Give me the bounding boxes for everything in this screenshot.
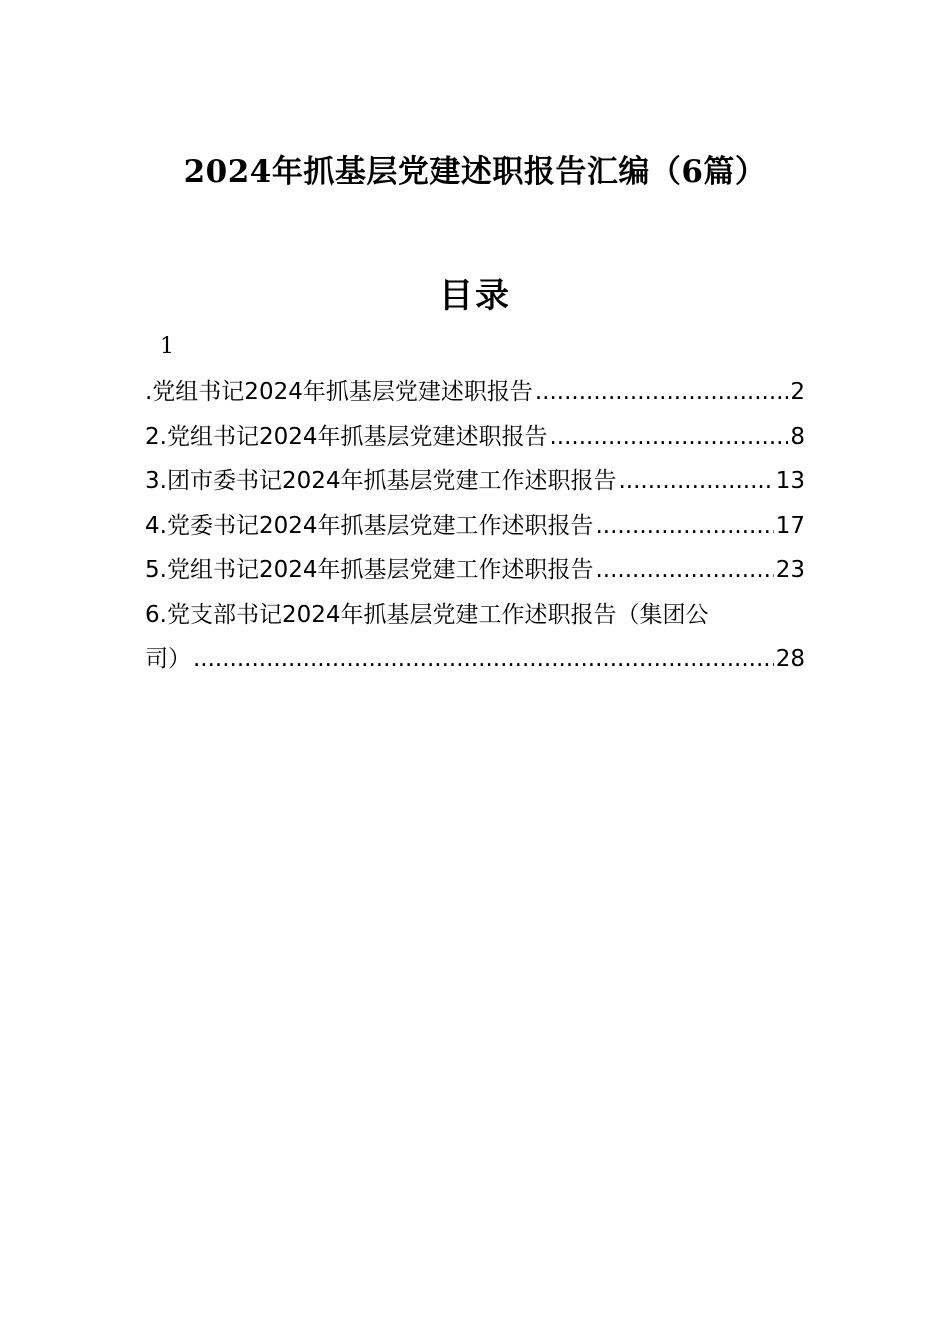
toc-leader-dots [193,637,774,682]
toc-leader-dots [595,548,773,593]
toc-entry-title: .党组书记2024年抓基层党建述职报告 [145,379,533,405]
toc-entry-line2 [145,637,805,682]
table-of-contents [145,370,805,682]
toc-leader-dots [535,370,789,415]
toc-entry-title: 4.党委书记2024年抓基层党建工作述职报告 [145,512,594,539]
list-number-marker: 1 [160,334,174,359]
toc-entry-page: 8 [790,423,805,450]
toc-entry-page: 23 [775,557,805,583]
toc-entry-title-line1: 6.党支部书记2024年抓基层党建工作述职报告（集团公 [145,601,709,628]
toc-entry-title: 5.党组书记2024年抓基层党建工作述职报告 [145,557,594,583]
toc-entry-title: 3.团市委书记2024年抓基层党建工作述职报告 [145,468,617,494]
toc-entry-3[interactable] [145,459,805,504]
toc-leader-dots [618,459,773,504]
toc-entry-6[interactable] [145,593,805,682]
toc-entry-4[interactable] [145,504,805,549]
toc-leader-dots [549,415,788,460]
toc-entry-page: 28 [775,646,805,672]
toc-entry-title: 2.党组书记2024年抓基层党建述职报告 [145,423,548,450]
toc-entry-page: 13 [775,468,805,494]
toc-entry-title-line2: 司） [145,646,191,672]
toc-heading: 目录 [439,276,511,316]
toc-entry-page: 17 [775,512,805,539]
document-title: 2024年抓基层党建述职报告汇编（6篇） [183,154,767,190]
toc-entry-1[interactable] [145,370,805,415]
toc-entry-2[interactable] [145,415,805,460]
toc-entry-5[interactable] [145,548,805,593]
toc-entry-page: 2 [790,379,805,405]
toc-leader-dots [595,504,773,549]
